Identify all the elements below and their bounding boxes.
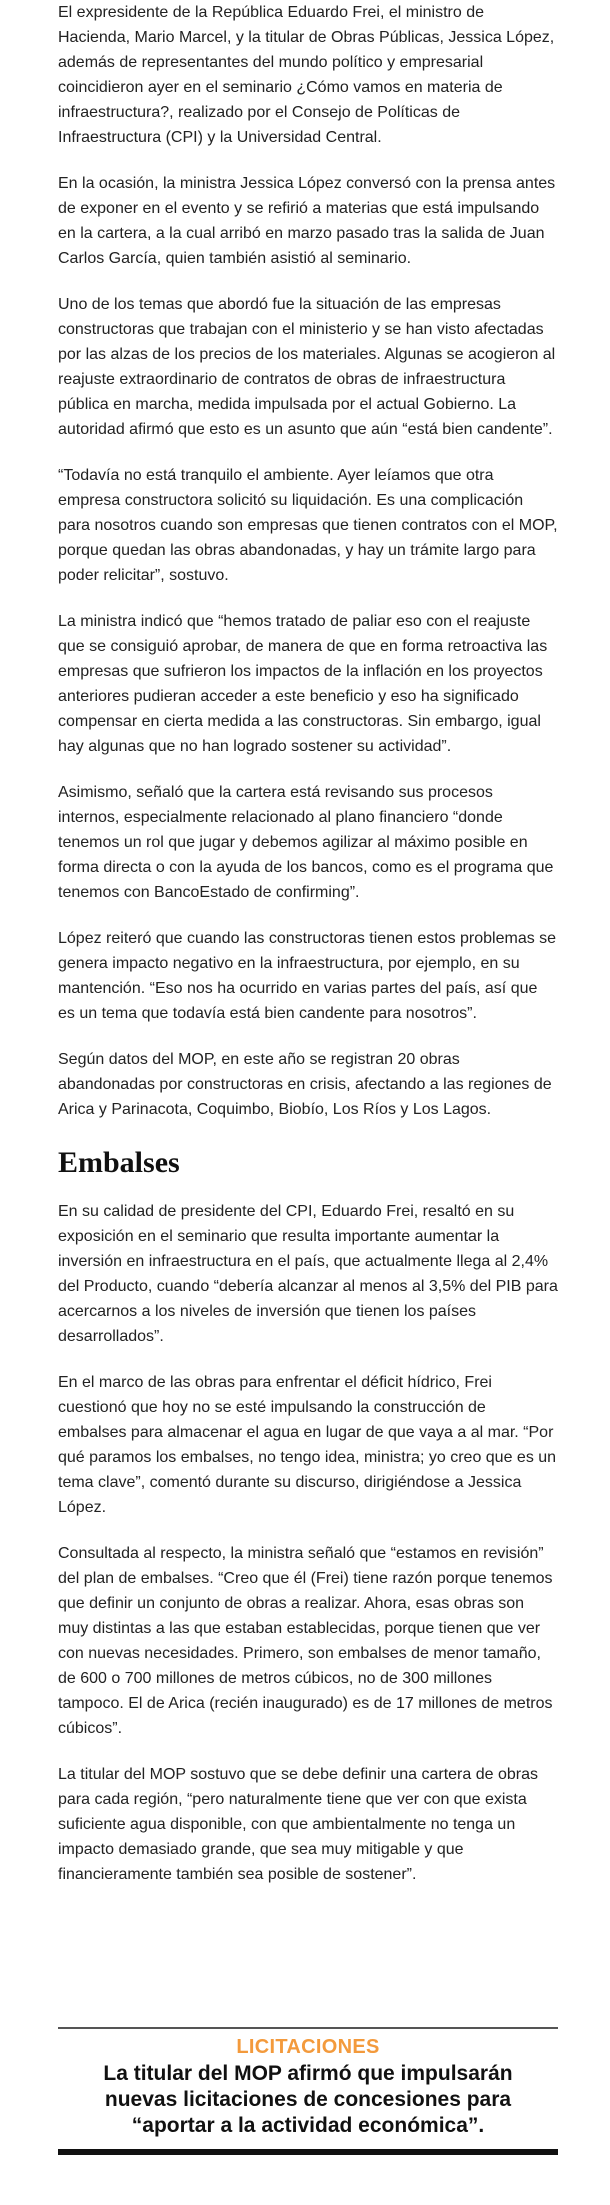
article-paragraph: En la ocasión, la ministra Jessica López conversó con la prensa antes de exponer en el evento y se refirió a materias que está impulsando en la cartera, a la cual arribó en marzo pasado tras la salida de Juan Carlos García, quien también asistió al seminario. (58, 175, 556, 267)
article-paragraph: En su calidad de presidente del CPI, Eduardo Frei, resaltó en su exposición en el seminario que resulta importante aumentar la inversión en infraestructura en el país, que actualmente llega al 2,4% del Producto, cuando “debería alcanzar al menos al 3,5% del PIB para acercarnos a los niveles de inversión que tienen los países desarrollados”. (58, 1203, 558, 1345)
pull-quote-label: LICITACIONES (236, 2036, 380, 2058)
pull-quote-bottom-rule (58, 2149, 558, 2155)
article-paragraph: Consultada al respecto, la ministra señaló que “estamos en revisión” del plan de embalses. “Creo que él (Frei) tiene razón porque tenemos que definir un conjunto de obras a realizar. Ahora, esas obras son muy distintas a las que estaban establecidas, porque tienen que ver con nuevas necesidades. Primero, son embalses de menor tamaño, de 600 o 700 millones de metros cúbicos, no de 300 millones tampoco. El de Arica (recién inaugurado) es de 17 millones de metros cúbicos”. (58, 1545, 553, 1737)
article-paragraph: En el marco de las obras para enfrentar el déficit hídrico, Frei cuestionó que hoy no se esté impulsando la construcción de embalses para almacenar el agua en lugar de que vaya a al mar. “Por qué paramos los embalses, no tengo idea, ministra; yo creo que es un tema clave”, comentó durante su discurso, dirigiéndose a Jessica López. (58, 1374, 557, 1516)
article-paragraph: Uno de los temas que abordó fue la situación de las empresas constructoras que trabajan con el ministerio y se han visto afectadas por las alzas de los precios de los materiales. Algunas se acogieron al reajuste extraordinario de contratos de obras de infraestructura pública en marcha, medida impulsada por el actual Gobierno. La autoridad afirmó que esto es un asunto que aún “está bien candente”. (58, 296, 556, 438)
article-paragraph: El expresidente de la República Eduardo Frei, el ministro de Hacienda, Mario Marcel, y la titular de Obras Públicas, Jessica López, además de representantes del mundo político y empresarial coincidieron ayer en el seminario ¿Cómo vamos en materia de infraestructura?, realizado por el Consejo de Políticas de Infraestructura (CPI) y la Universidad Central. (58, 4, 555, 146)
article-paragraph: “Todavía no está tranquilo el ambiente. Ayer leíamos que otra empresa constructora solicitó su liquidación. Es una complicación para nosotros cuando son empresas que tienen contratos con el MOP, porque quedan las obras abandonadas, y hay un trámite largo para poder relicitar”, sostuvo. (58, 467, 558, 584)
article-paragraph: López reiteró que cuando las constructoras tienen estos problemas se genera impacto negativo en la infraestructura, por ejemplo, en su mantención. “Eso nos ha ocurrido en varias partes del país, así que es un tema que todavía está bien candente para nosotros”. (58, 930, 557, 1022)
pull-quote-box (58, 2027, 558, 2155)
article-paragraph: Asimismo, señaló que la cartera está revisando sus procesos internos, especialmente relacionado al plano financiero “donde tenemos un rol que jugar y debemos agilizar al máximo posible en forma directa o con la ayuda de los bancos, como es el programa que tenemos con BancoEstado de confirming”. (58, 784, 554, 901)
article-paragraph: La titular del MOP sostuvo que se debe definir una cartera de obras para cada región, “pero naturalmente tiene que ver con que exista suficiente agua disponible, con que ambientalmente no tenga un impacto demasiado grande, que sea muy mitigable y que financieramente también sea posible de sostener”. (58, 1766, 538, 1883)
section-heading-embalses: Embalses (58, 1146, 180, 1179)
article-paragraph: Según datos del MOP, en este año se registran 20 obras abandonadas por constructoras en crisis, afectando a las regiones de Arica y Parinacota, Coquimbo, Biobío, Los Ríos y Los Lagos. (58, 1051, 552, 1118)
article-paragraph: La ministra indicó que “hemos tratado de paliar eso con el reajuste que se consiguió aprobar, de manera de que en forma retroactiva las empresas que sufrieron los impactos de la inflación en los proyectos anteriores pudieran acceder a este beneficio y eso ha significado compensar en cierta medida a las constructoras. Sin embargo, igual hay algunas que no han logrado sostener su actividad”. (58, 613, 548, 755)
article-body (58, 0, 558, 1908)
pull-quote-text: La titular del MOP afirmó que impulsarán nuevas licitaciones de concesiones para “aportar a la actividad económica”. (103, 2062, 513, 2137)
